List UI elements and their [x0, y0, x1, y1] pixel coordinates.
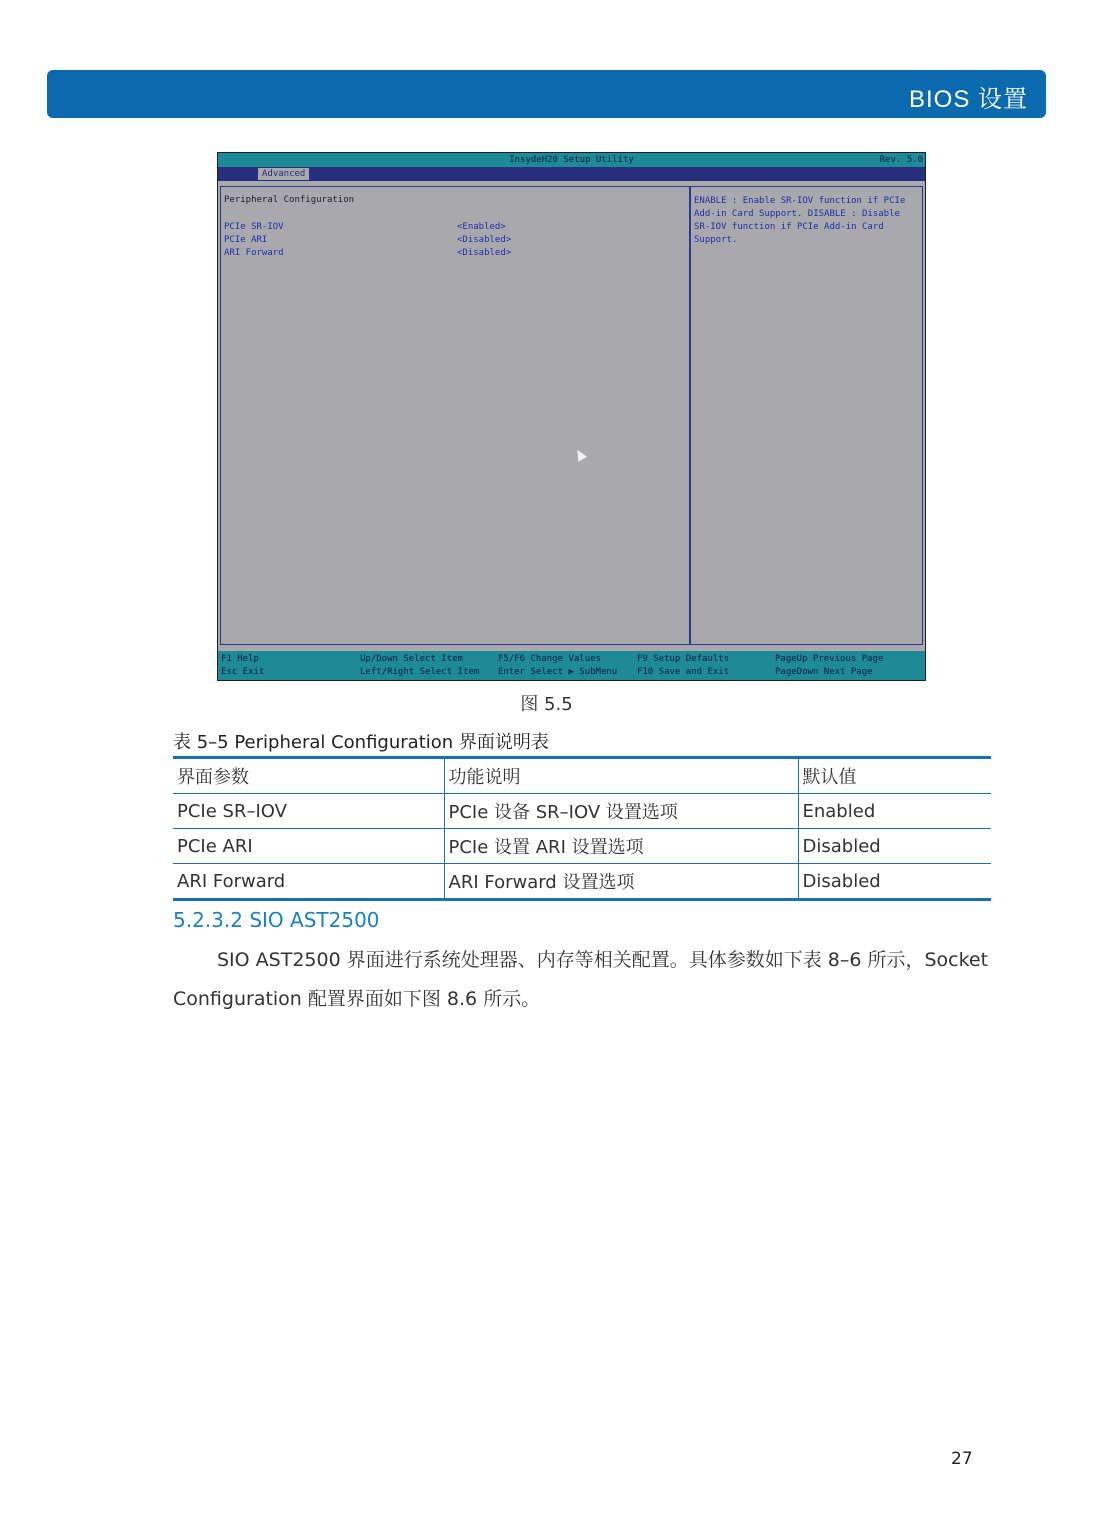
table-cell: Disabled	[798, 864, 991, 900]
footer-f1-help: F1 Help	[221, 654, 259, 664]
table-cell: PCIe 设备 SR–IOV 设置选项	[444, 794, 798, 829]
bios-footer	[218, 651, 925, 680]
table-cell: Disabled	[798, 829, 991, 864]
header-title: BIOS 设置	[908, 86, 1028, 113]
table-cell: PCIe ARI	[173, 829, 444, 864]
table-row	[173, 864, 991, 900]
bios-help-panel	[690, 186, 923, 645]
footer-pagedown: PageDown Next Page	[775, 667, 873, 677]
table-cell: PCIe 设置 ARI 设置选项	[444, 829, 798, 864]
body-paragraph: SIO AST2500 界面进行系统处理器、内存等相关配置。具体参数如下表 8–6 所示，Socket Configuration 配置界面如下图 8.6 所示。	[173, 949, 989, 1010]
table-row	[173, 829, 991, 864]
bios-value-pcie-sr-iov[interactable]: <Enabled>	[457, 222, 506, 232]
header-bar	[47, 70, 1046, 118]
bios-section-title: Peripheral Configuration	[224, 195, 355, 205]
table-cell: Enabled	[798, 794, 991, 829]
table-header-cell: 界面参数	[173, 758, 444, 794]
bios-main-panel	[220, 186, 690, 645]
footer-pageup: PageUp Previous Page	[775, 654, 884, 664]
subsection-heading: 5.2.3.2 SIO AST2500	[173, 908, 380, 932]
footer-f5f6: F5/F6 Change Values	[498, 654, 601, 664]
mouse-cursor-icon	[573, 447, 587, 462]
bios-titlebar	[218, 153, 925, 167]
bios-help-text: ENABLE : Enable SR-IOV function if PCIe Add-in Card Support. DISABLE : Disable SR-IOV function if PCIe Add-in Card Support.	[694, 196, 906, 245]
footer-updown: Up/Down Select Item	[360, 654, 463, 664]
page-number: 27	[951, 1449, 973, 1469]
bios-title: InsydeH20 Setup Utility	[509, 155, 634, 165]
table-header-row	[173, 758, 991, 794]
bios-screenshot	[217, 152, 926, 681]
bios-item-pcie-ari[interactable]: PCIe ARI	[224, 235, 268, 245]
footer-f10: F10 Save and Exit	[637, 667, 730, 677]
table-cell: ARI Forward 设置选项	[444, 864, 798, 900]
table-header-cell: 功能说明	[444, 758, 798, 794]
figure-caption: 图 5.5	[520, 694, 573, 715]
bios-revision: Rev. 5.0	[879, 155, 923, 165]
table-cell: PCIe SR–IOV	[173, 794, 444, 829]
table-title: 表 5–5 Peripheral Configuration 界面说明表	[173, 732, 549, 753]
footer-leftright: Left/Right Select Item	[360, 667, 480, 677]
bios-value-ari-forward[interactable]: <Disabled>	[457, 248, 512, 258]
footer-enter: Enter Select ▶ SubMenu	[498, 667, 618, 677]
bios-value-pcie-ari[interactable]: <Disabled>	[457, 235, 512, 245]
bios-item-ari-forward[interactable]: ARI Forward	[224, 248, 284, 258]
footer-f9: F9 Setup Defaults	[637, 654, 730, 664]
table-header-cell: 默认值	[798, 758, 991, 794]
parameter-table	[173, 756, 991, 901]
bios-tabbar	[218, 167, 925, 181]
tab-advanced[interactable]: Advanced	[258, 168, 309, 180]
footer-esc-exit: Esc Exit	[221, 667, 265, 677]
bios-item-pcie-sr-iov[interactable]: PCIe SR-IOV	[224, 222, 284, 232]
table-row	[173, 794, 991, 829]
table-cell: ARI Forward	[173, 864, 444, 900]
